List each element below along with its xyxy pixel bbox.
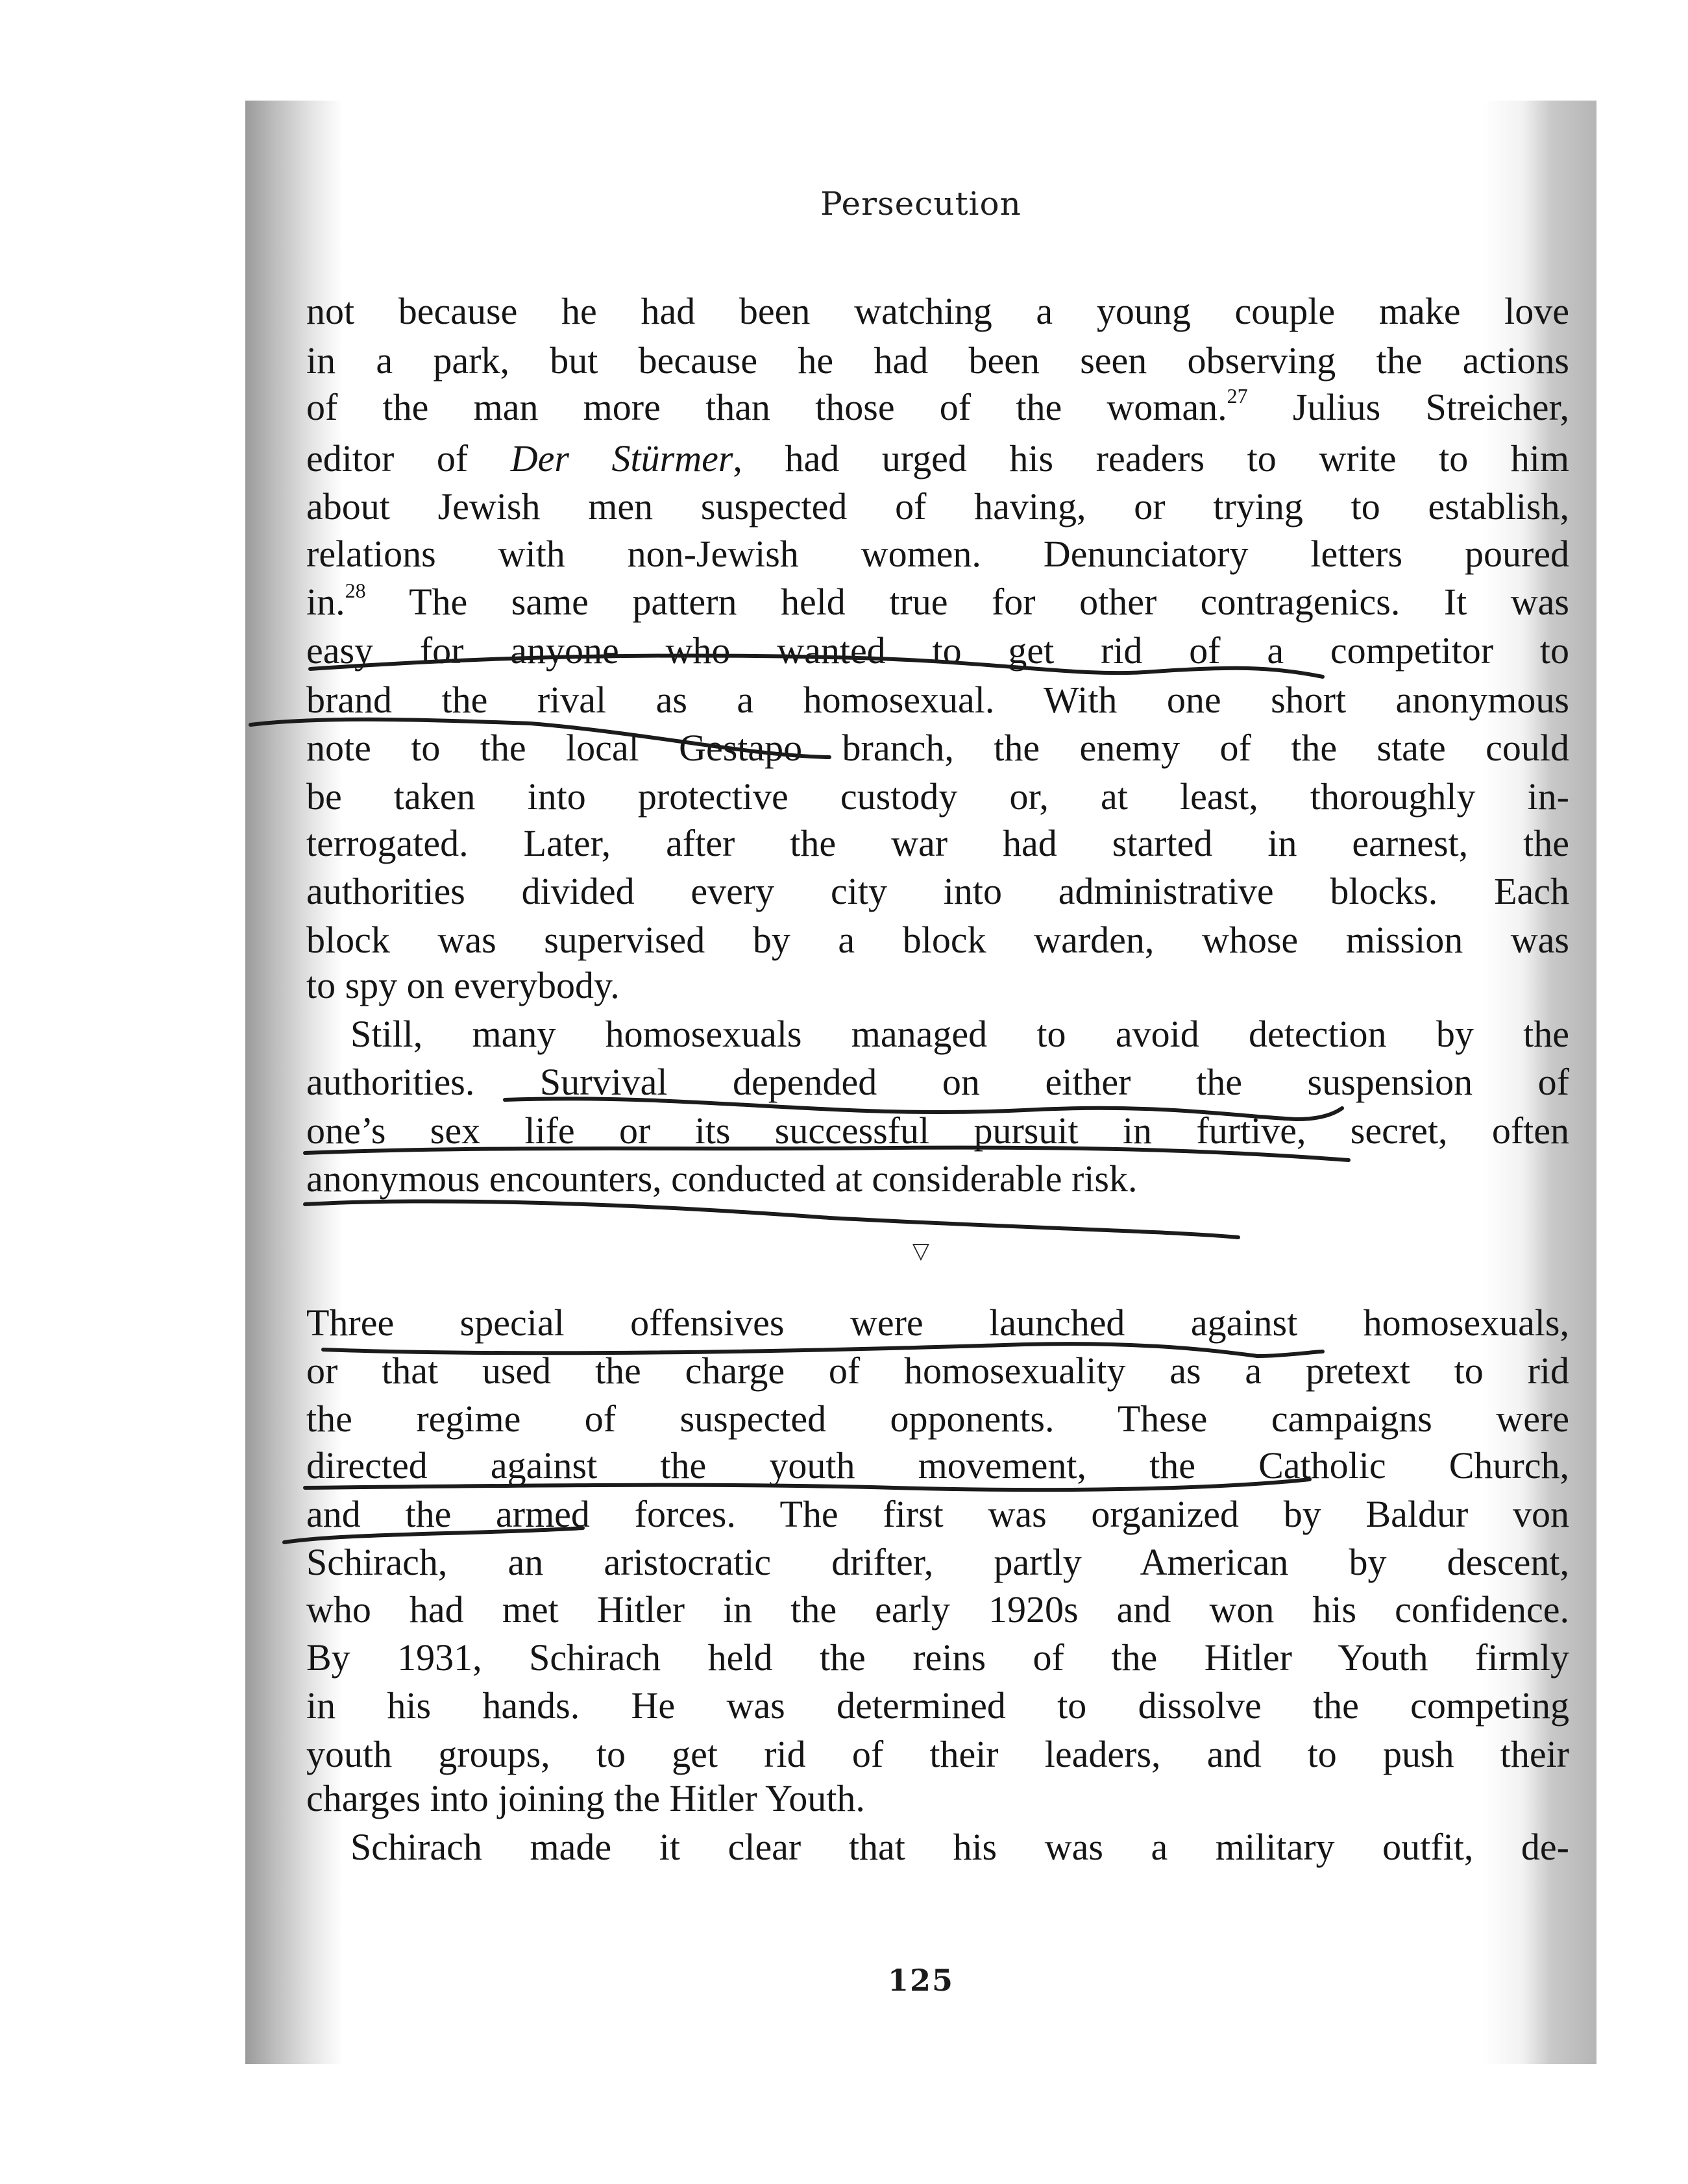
text-line: Schirach made it clear that his was a military outfit, de- — [350, 1826, 1569, 1868]
text-line: terrogated. Later, after the war had started in earnest, the — [306, 822, 1569, 864]
text-line: directed against the youth movement, the Catholic Church, — [306, 1444, 1569, 1486]
text-line: Still, many homosexuals managed to avoid detection by the — [350, 1013, 1569, 1055]
text-line: charges into joining the Hitler Youth. — [306, 1777, 865, 1819]
text-segment: editor of — [306, 437, 511, 479]
running-head: Persecution — [820, 185, 1021, 223]
text-segment: The same pattern held true for other contragenics. It was — [365, 581, 1569, 623]
text-line: Schirach, an aristocratic drifter, partly American by descent, — [306, 1541, 1569, 1583]
text-line: or that used the charge of homosexuality as a pretext to rid — [306, 1350, 1569, 1392]
text-line: who had met Hitler in the early 1920s and won his confidence. — [306, 1588, 1569, 1631]
text-line: youth groups, to get rid of their leaders, and to push their — [306, 1733, 1569, 1775]
text-line — [306, 383, 1569, 431]
text-line — [306, 578, 1569, 626]
text-line: brand the rival as a homosexual. With one short anonymous — [306, 679, 1569, 721]
text-line: block was supervised by a block warden, whose mission was — [306, 919, 1569, 961]
text-line: relations with non-Jewish women. Denunciatory letters poured — [306, 533, 1569, 575]
text-segment: Julius Streicher, — [1247, 386, 1569, 428]
scanned-book-page — [245, 101, 1596, 2064]
text-line: the regime of suspected opponents. These campaigns were — [306, 1398, 1569, 1440]
text-line: about Jewish men suspected of having, or trying to establish, — [306, 485, 1569, 528]
text-line — [306, 435, 1569, 483]
text-segment: in. — [306, 581, 345, 623]
text-line: anonymous encounters, conducted at considerable risk. — [306, 1158, 1138, 1200]
underline-stroke — [305, 1202, 1238, 1237]
footnote-ref-28: 28 — [345, 579, 366, 602]
text-line: not because he had been watching a young couple make love — [306, 290, 1569, 332]
text-line: Three special offensives were launched against homosexuals, — [306, 1302, 1569, 1344]
text-segment: , had urged his readers to write to him — [733, 437, 1569, 479]
text-line: By 1931, Schirach held the reins of the Hitler Youth firmly — [306, 1636, 1569, 1679]
text-line: easy for anyone who wanted to get rid of a competitor to — [306, 629, 1569, 672]
text-line: one’s sex life or its successful pursuit in furtive, secret, often — [306, 1110, 1569, 1152]
text-line: note to the local Gestapo branch, the enemy of the state could — [306, 727, 1569, 769]
text-line: authorities. Survival depended on either the suspension of — [306, 1061, 1569, 1103]
page-number: 125 — [887, 1963, 955, 1998]
text-line: to spy on everybody. — [306, 964, 620, 1006]
text-segment: of the man more than those of the woman. — [306, 386, 1227, 428]
footnote-ref-27: 27 — [1227, 384, 1248, 407]
section-break-triangle-icon: ▽ — [912, 1238, 930, 1264]
text-line: in a park, but because he had been seen observing the actions — [306, 339, 1569, 382]
periodical-title: Der Stürmer — [510, 437, 733, 479]
text-line: and the armed forces. The first was organized by Baldur von — [306, 1493, 1569, 1535]
text-line: in his hands. He was determined to dissolve the competing — [306, 1684, 1569, 1727]
text-line: authorities divided every city into administrative blocks. Each — [306, 870, 1569, 912]
text-line: be taken into protective custody or, at least, thoroughly in- — [306, 775, 1569, 818]
